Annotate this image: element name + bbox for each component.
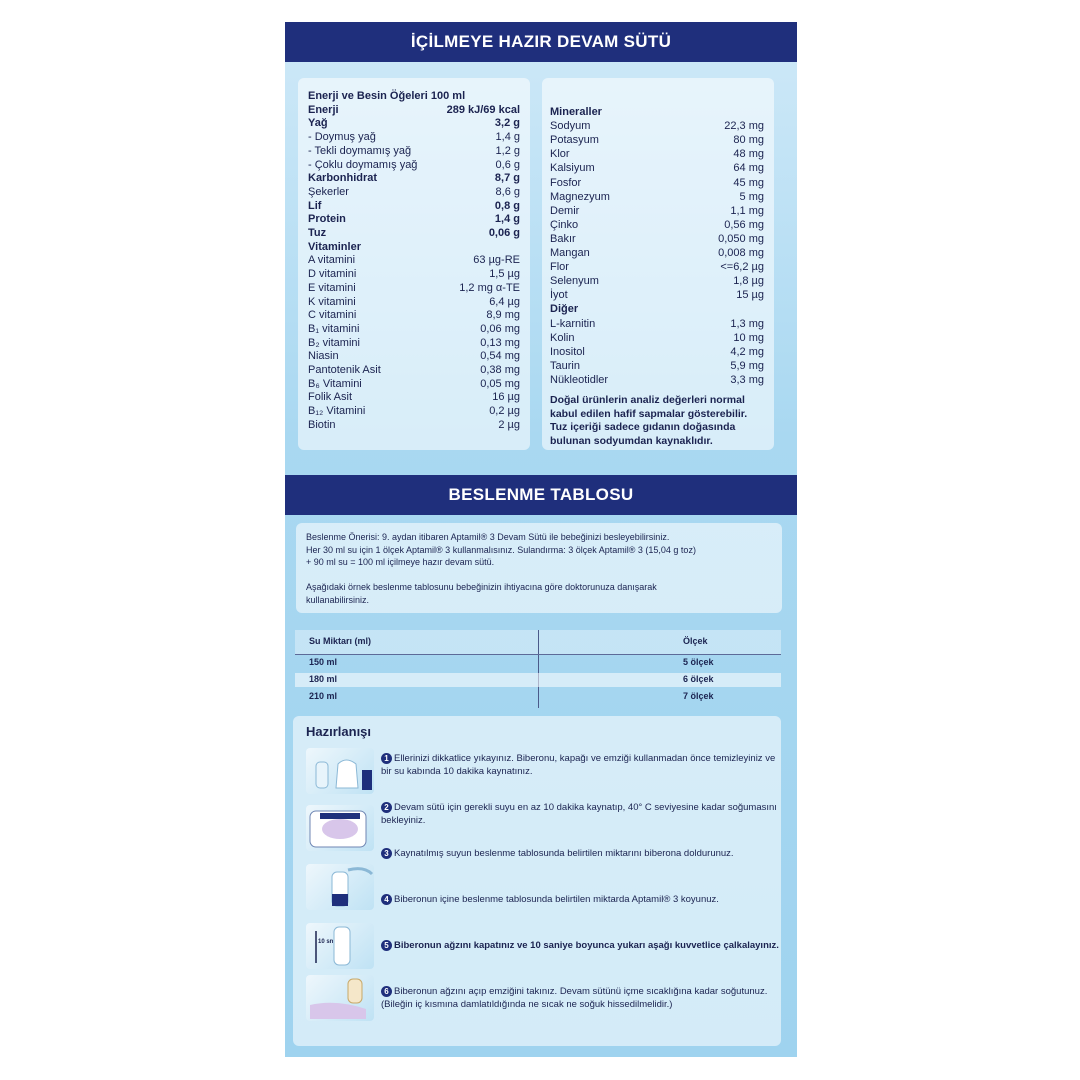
pour-water-icon bbox=[306, 864, 374, 910]
nutrient-value: 1,3 mg bbox=[730, 317, 764, 330]
shake-bottle-icon bbox=[306, 923, 374, 969]
step-number-badge: 6 bbox=[381, 986, 392, 997]
nutrition-note bbox=[550, 394, 770, 448]
prep-step-5: 5 Biberonun ağzını kapatınız ve 10 saniye boyunca yukarı aşağı kuvvetlice çalkalayınız. bbox=[381, 940, 781, 953]
nutrient-value: 15 µg bbox=[736, 289, 764, 302]
nutrient-row bbox=[550, 332, 764, 346]
nutrient-value: 0,2 µg bbox=[489, 405, 520, 418]
nutrient-row bbox=[550, 247, 764, 261]
nutrient-row bbox=[308, 117, 520, 131]
nutrient-label: A vitamini bbox=[308, 254, 356, 267]
nutrient-label: Lif bbox=[308, 199, 322, 212]
nutrient-row bbox=[308, 104, 520, 118]
nutrient-row bbox=[550, 303, 764, 317]
nutrient-row bbox=[308, 391, 520, 405]
nutrient-row bbox=[550, 318, 764, 332]
step-6-illustration bbox=[306, 975, 374, 1021]
nutrient-row bbox=[308, 200, 520, 214]
prep-step-3: 3 Kaynatılmış suyun beslenme tablosunda belirtilen miktarını biberona doldurunuz. bbox=[381, 848, 781, 861]
nutrient-row bbox=[550, 191, 764, 205]
nutrient-row bbox=[308, 254, 520, 268]
nutrient-label: Bakır bbox=[550, 232, 576, 245]
nutrient-label: Magnezyum bbox=[550, 190, 610, 203]
nutrient-label: Potasyum bbox=[550, 134, 599, 147]
nutrition-right-box bbox=[542, 78, 774, 450]
feeding-line: + 90 ml su = 100 ml içilmeye hazır devam sütü. bbox=[306, 557, 495, 567]
nutrient-value: 0,06 mg bbox=[480, 322, 520, 335]
step-number-badge: 5 bbox=[381, 940, 392, 951]
nutrient-value: 8,9 mg bbox=[486, 309, 520, 322]
nutrient-row bbox=[308, 131, 520, 145]
table-header-line bbox=[295, 654, 781, 655]
feeding-advice-box bbox=[296, 523, 782, 613]
feeding-line: Her 30 ml su için 1 ölçek Aptamil® 3 kullanmalısınız. Sulandırma: 3 ölçek Aptamil® 3 (15,04 g toz) bbox=[306, 544, 696, 555]
nutrient-value: 0,38 mg bbox=[480, 364, 520, 376]
nutrient-value: 1,8 µg bbox=[733, 275, 764, 288]
nutrient-row bbox=[550, 275, 764, 289]
nutrient-value: 4,2 mg bbox=[730, 345, 764, 358]
nutrient-value: 10 mg bbox=[733, 331, 764, 344]
table-col-water: Su Miktarı (ml) bbox=[309, 636, 372, 646]
nutrient-label: Mineraller bbox=[550, 106, 602, 118]
nutrient-label: Kalsiyum bbox=[550, 162, 595, 175]
nutrient-value: 0,008 mg bbox=[718, 247, 764, 259]
prep-step-2: 2 Devam sütü için gerekli suyu en az 10 dakika kaynatıp, 40° C seviyesine kadar soğumasını bekleyiniz. bbox=[381, 802, 777, 826]
nutrient-label: B₁ vitamini bbox=[308, 322, 360, 335]
nutrient-value: 0,06 g bbox=[488, 227, 520, 239]
nutrient-value: 1,2 mg α-TE bbox=[459, 281, 520, 294]
nutrient-label: Niasin bbox=[308, 350, 339, 363]
nutrient-value: 1,1 mg bbox=[730, 204, 764, 217]
nutrient-label: Kolin bbox=[550, 331, 575, 344]
nutrient-label: Pantotenik Asit bbox=[308, 364, 381, 376]
nutrient-row bbox=[550, 148, 764, 162]
nutrient-row bbox=[308, 159, 520, 173]
nutrient-value: 6,4 µg bbox=[489, 295, 520, 308]
nutrient-label: Karbonhidrat bbox=[308, 172, 378, 185]
nutrient-row bbox=[550, 162, 764, 176]
feeding-line: kullanabilirsiniz. bbox=[306, 594, 370, 605]
nutrient-value: 289 kJ/69 kcal bbox=[446, 103, 520, 116]
step-number-badge: 1 bbox=[381, 753, 392, 764]
nutrient-label: Sodyum bbox=[550, 120, 591, 133]
nutrient-value: 80 mg bbox=[733, 134, 764, 147]
nutrient-label: Enerji bbox=[308, 103, 339, 116]
feeding-advice-text bbox=[306, 531, 696, 606]
feeding-line: Aşağıdaki örnek beslenme tablosunu bebeğinizin ihtiyacına göre doktorunuza danışarak bbox=[306, 582, 657, 592]
step-2-illustration bbox=[306, 805, 374, 851]
nutrient-value: 48 mg bbox=[733, 148, 764, 161]
nutrient-row bbox=[308, 268, 520, 282]
nutrient-label: Folik Asit bbox=[308, 391, 353, 404]
nutrient-label: Nükleotidler bbox=[550, 373, 609, 386]
nutrient-label: Şekerler bbox=[308, 185, 349, 198]
step-3-illustration bbox=[306, 864, 374, 910]
nutrient-row bbox=[550, 219, 764, 233]
shake-time-label: 10 sn bbox=[318, 939, 334, 945]
nutrient-row bbox=[550, 134, 764, 148]
nutrient-row bbox=[308, 186, 520, 200]
nutrient-value: 0,54 mg bbox=[480, 350, 520, 363]
nutrient-label: Mangan bbox=[550, 247, 590, 259]
nutrient-row bbox=[308, 145, 520, 159]
nutrient-row bbox=[308, 227, 520, 241]
nutrient-row bbox=[308, 172, 520, 186]
nutrient-value: 1,4 g bbox=[494, 213, 520, 226]
nutrient-value: 0,56 mg bbox=[724, 218, 764, 231]
nutrient-label: Biotin bbox=[308, 418, 336, 431]
nutrient-value: 8,6 g bbox=[495, 185, 520, 198]
nutrient-value: 5 mg bbox=[739, 190, 764, 203]
nutrient-value: 64 mg bbox=[733, 162, 764, 175]
nutrient-row bbox=[308, 241, 520, 255]
left-nutrition-table bbox=[308, 90, 520, 450]
nutrient-row bbox=[308, 309, 520, 323]
nutrient-label: B₁₂ Vitamini bbox=[308, 405, 366, 418]
nutrient-label: Çinko bbox=[550, 218, 579, 231]
nutrient-value: 0,13 mg bbox=[480, 336, 520, 349]
nutrient-value: 3,2 g bbox=[494, 117, 520, 130]
nutrient-value: 0,6 g bbox=[495, 158, 520, 171]
nutrient-label: C vitamini bbox=[308, 309, 357, 322]
nutrient-label: Fosfor bbox=[550, 176, 582, 189]
feeding-line: Beslenme Önerisi: 9. aydan itibaren Aptamil® 3 Devam Sütü ile bebeğinizi besleyebilirsiniz. bbox=[306, 532, 670, 542]
nutrient-value: 8,7 g bbox=[494, 172, 520, 185]
nutrient-label: Yağ bbox=[308, 117, 328, 130]
nutrient-row bbox=[550, 120, 764, 134]
nutrition-left-box bbox=[298, 78, 530, 450]
water-pot-icon bbox=[306, 805, 374, 851]
nutrient-label: B₆ Vitamini bbox=[308, 377, 362, 390]
nutrient-row bbox=[308, 213, 520, 227]
nutrient-label: Flor bbox=[550, 261, 569, 274]
nutrient-value: 0,8 g bbox=[494, 199, 520, 212]
nutrient-label: İyot bbox=[550, 289, 568, 302]
nutrient-label: - Tekli doymamış yağ bbox=[308, 144, 412, 157]
wrist-test-icon bbox=[306, 975, 374, 1021]
nutrient-label: Tuz bbox=[308, 227, 327, 239]
nutrient-value: 16 µg bbox=[492, 391, 520, 404]
feeding-header: BESLENME TABLOSU bbox=[285, 475, 797, 515]
note-line: kabul edilen hafif sapmalar gösterebilir. bbox=[550, 407, 748, 420]
nutrition-header: İÇİLMEYE HAZIR DEVAM SÜTÜ bbox=[285, 22, 797, 62]
nutrient-value: 2 µg bbox=[498, 418, 520, 431]
prep-step-1: 1 Ellerinizi dikkatlice yıkayınız. Biberonu, kapağı ve emziği kullanmadan önce temizleyiniz ve bir su kabında 10 dakika kaynatınız. bbox=[381, 753, 776, 777]
nutrient-row bbox=[550, 346, 764, 360]
nutrient-row bbox=[308, 323, 520, 337]
nutrient-label: Klor bbox=[550, 148, 570, 161]
nutrient-label: Diğer bbox=[550, 303, 579, 316]
step-1-illustration bbox=[306, 748, 374, 794]
nutrient-row bbox=[308, 405, 520, 419]
left-table-heading: Enerji ve Besin Öğeleri 100 ml bbox=[308, 90, 466, 102]
nutrient-value: 45 mg bbox=[733, 176, 764, 189]
step-number-badge: 2 bbox=[381, 802, 392, 813]
nutrient-row bbox=[308, 296, 520, 310]
nutrient-value: 1,4 g bbox=[495, 131, 520, 144]
kettle-bottle-icon bbox=[306, 748, 374, 794]
nutrient-label: Protein bbox=[308, 213, 346, 226]
nutrient-row bbox=[550, 233, 764, 247]
nutrient-value: 1,5 µg bbox=[489, 268, 520, 281]
table-col-scoop: Ölçek bbox=[683, 636, 708, 646]
table-row: 210 ml 7 ölçek bbox=[309, 691, 714, 701]
nutrient-row bbox=[308, 419, 520, 433]
nutrient-label: E vitamini bbox=[308, 281, 356, 294]
nutrient-row bbox=[308, 364, 520, 378]
nutrient-label: K vitamini bbox=[308, 295, 356, 308]
note-line: Tuz içeriği sadece gıdanın doğasında bbox=[550, 421, 736, 433]
nutrient-row bbox=[550, 374, 764, 388]
nutrient-value: 3,3 mg bbox=[730, 373, 764, 386]
nutrient-row bbox=[308, 378, 520, 392]
preparation-title: Hazırlanışı bbox=[306, 724, 372, 739]
note-line: Doğal ürünlerin analiz değerleri normal bbox=[550, 394, 745, 406]
nutrient-row bbox=[550, 360, 764, 374]
nutrient-value: 0,050 mg bbox=[718, 232, 764, 245]
nutrient-label: Taurin bbox=[550, 359, 580, 372]
nutrient-row bbox=[308, 337, 520, 351]
step-5-illustration bbox=[306, 923, 374, 969]
nutrient-row bbox=[550, 177, 764, 191]
nutrient-label: Inositol bbox=[550, 345, 585, 358]
prep-step-4: 4 Biberonun içine beslenme tablosunda belirtilen miktarda Aptamil® 3 koyunuz. bbox=[381, 894, 781, 907]
nutrient-value: 5,9 mg bbox=[730, 359, 764, 372]
nutrient-label: Vitaminler bbox=[308, 240, 361, 253]
table-row: 180 ml 6 ölçek bbox=[295, 673, 781, 687]
step-number-badge: 4 bbox=[381, 894, 392, 905]
nutrient-label: L-karnitin bbox=[550, 317, 596, 330]
feeding-line bbox=[306, 569, 696, 582]
right-nutrition-table bbox=[550, 106, 764, 386]
nutrient-label: Demir bbox=[550, 204, 580, 217]
nutrient-row bbox=[308, 350, 520, 364]
nutrient-label: B₂ vitamini bbox=[308, 336, 360, 349]
nutrient-row bbox=[308, 282, 520, 296]
nutrient-row bbox=[550, 205, 764, 219]
nutrient-row bbox=[550, 106, 764, 120]
nutrient-value: 0,05 mg bbox=[480, 377, 520, 390]
nutrient-row bbox=[550, 289, 764, 303]
nutrient-row bbox=[550, 261, 764, 275]
nutrient-label: - Doymuş yağ bbox=[308, 131, 376, 144]
nutrient-value: 22,3 mg bbox=[724, 120, 764, 133]
nutrient-value: 63 µg-RE bbox=[473, 254, 520, 267]
note-line: bulunan sodyumdan kaynaklıdır. bbox=[550, 434, 713, 447]
nutrient-label: - Çoklu doymamış yağ bbox=[308, 158, 418, 171]
nutrient-label: Selenyum bbox=[550, 275, 599, 288]
nutrient-value: 1,2 g bbox=[495, 144, 520, 157]
nutrient-label: D vitamini bbox=[308, 268, 357, 281]
nutrient-value: <=6,2 µg bbox=[720, 261, 764, 274]
step-number-badge: 3 bbox=[381, 848, 392, 859]
table-row: 150 ml 5 ölçek bbox=[309, 657, 714, 667]
prep-step-6: 6 Biberonun ağzını açıp emziğini takınız. Devam sütünü içme sıcaklığına kadar soğutunuz. (Bileğin iç kısmına damlatıldığında ne sıcak ne soğuk hissedilmelidir.) bbox=[381, 986, 768, 1010]
